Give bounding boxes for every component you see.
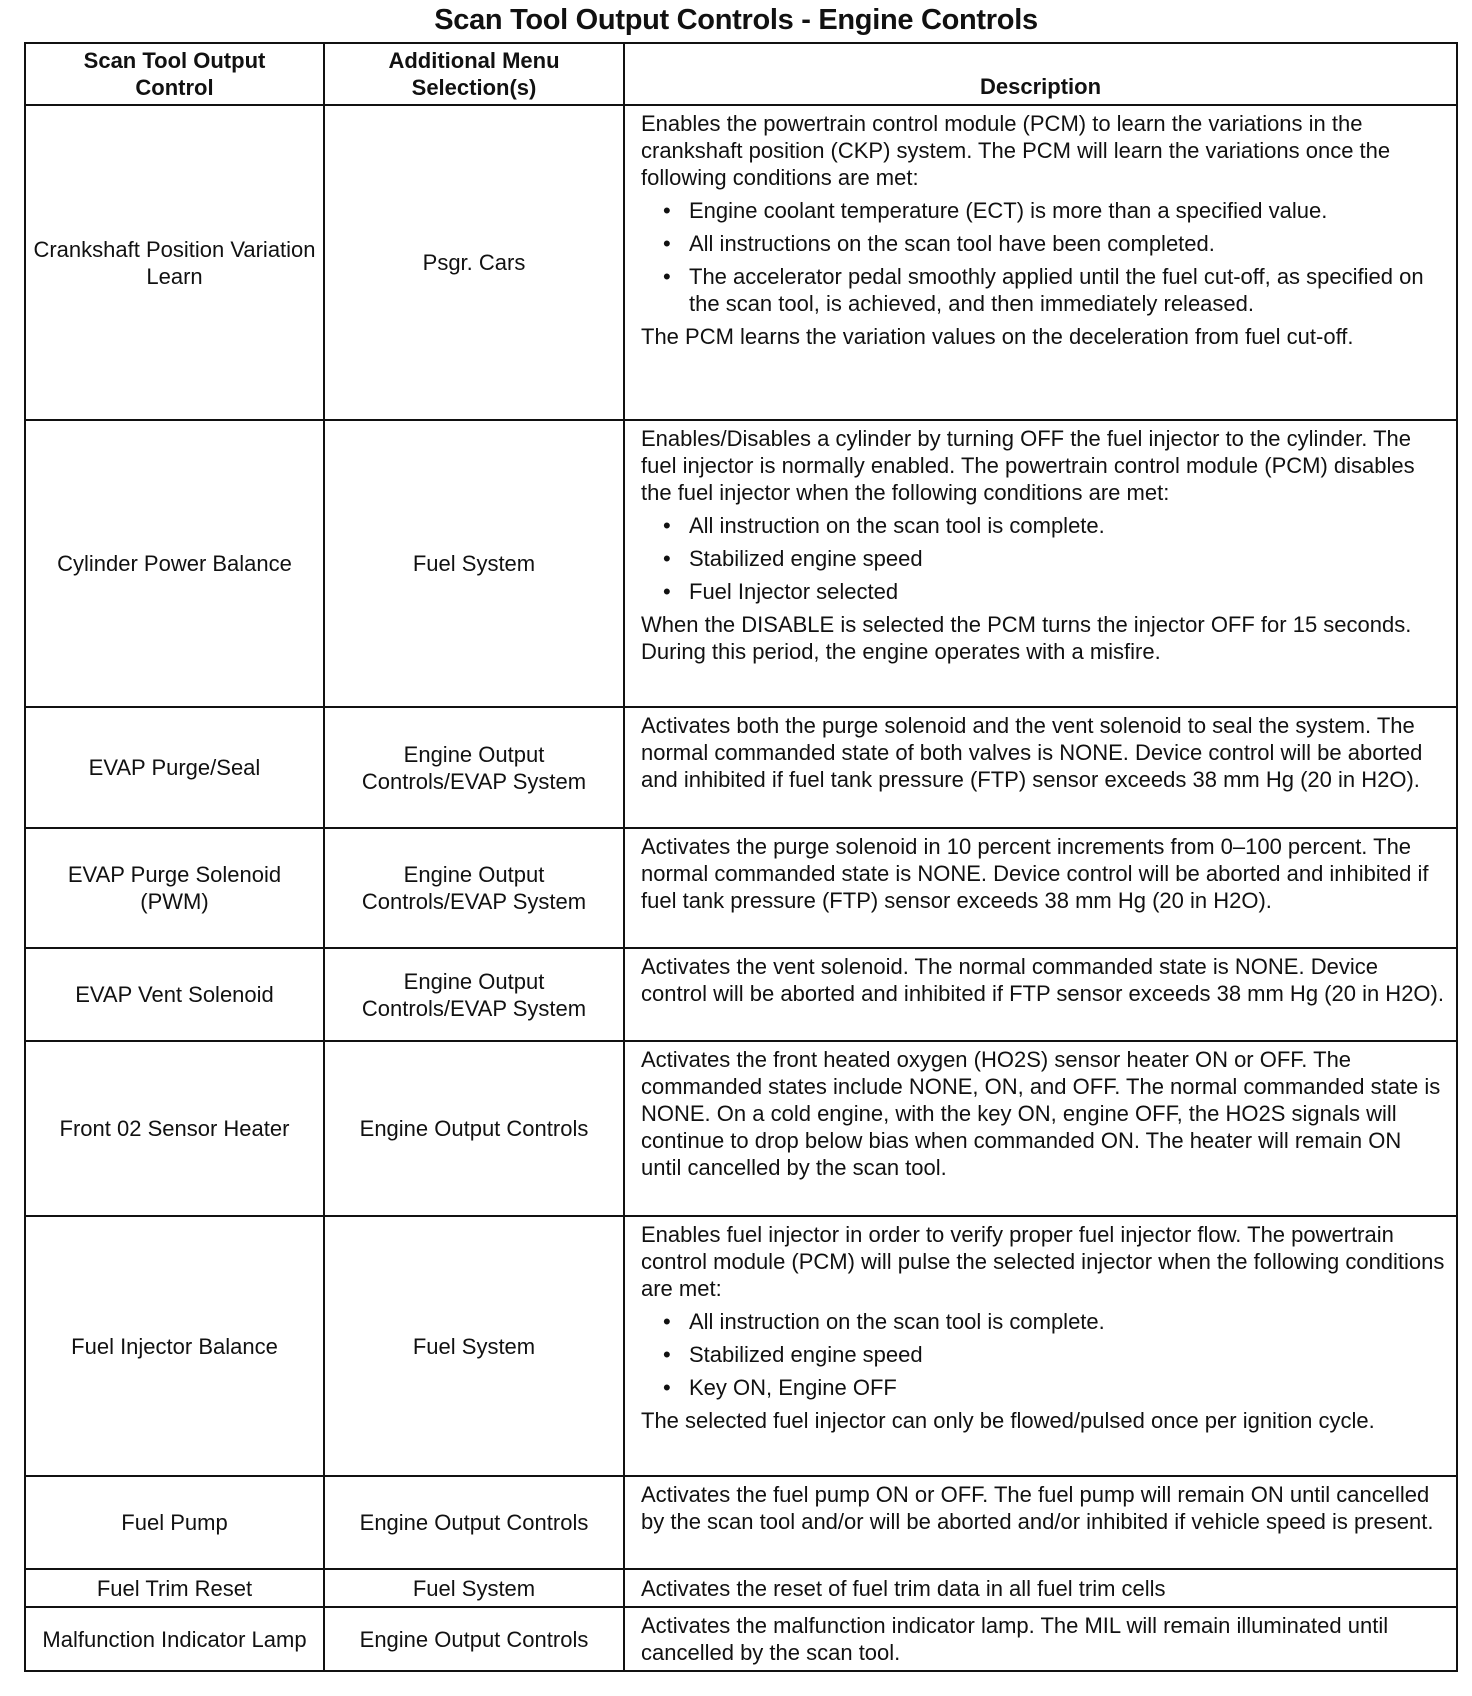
- output-control-cell: EVAP Purge/Seal: [25, 707, 324, 828]
- condition-list: [641, 1308, 1446, 1401]
- output-control-cell: EVAP Purge Solenoid (PWM): [25, 828, 324, 948]
- header-description: Description: [624, 43, 1457, 105]
- table-row: [25, 707, 1457, 828]
- description-text: Activates the malfunction indicator lamp. The MIL will remain illuminated until cancelled by the scan tool.: [641, 1613, 1389, 1665]
- description-cell: [624, 948, 1457, 1041]
- output-control-cell: Fuel Injector Balance: [25, 1216, 324, 1476]
- table-row: [25, 1216, 1457, 1476]
- table-row: [25, 948, 1457, 1041]
- description-cell: [624, 1476, 1457, 1569]
- output-control-cell: Fuel Trim Reset: [25, 1569, 324, 1607]
- menu-selection-cell: Psgr. Cars: [324, 105, 624, 420]
- document-title: Scan Tool Output Controls - Engine Controls: [434, 4, 1038, 36]
- condition-list: [641, 197, 1446, 317]
- table-row: [25, 1569, 1457, 1607]
- description-text: Activates the purge solenoid in 10 percent increments from 0–100 percent. The normal commanded state is NONE. Device control will be aborted and inhibited if fuel tank pressure (FTP) sensor exceeds 38 mm Hg (20 in H2O).: [641, 834, 1429, 913]
- condition-list: [641, 512, 1446, 605]
- description-cell: [624, 828, 1457, 948]
- description-cell: [624, 1041, 1457, 1216]
- description-text: Enables the powertrain control module (PCM) to learn the variations in the crankshaft position (CKP) system. The PCM will learn the variations once the following conditions are met:: [641, 111, 1391, 190]
- menu-selection-cell: Fuel System: [324, 420, 624, 707]
- condition-item: • Stabilized engine speed: [663, 1341, 1446, 1368]
- description-cell: [624, 105, 1457, 420]
- description-text: Enables/Disables a cylinder by turning OFF the fuel injector to the cylinder. The fuel injector is normally enabled. The powertrain control module (PCM) disables the fuel injector when the following conditions are met:: [641, 426, 1415, 505]
- output-control-cell: Cylinder Power Balance: [25, 420, 324, 707]
- description-text: Activates the reset of fuel trim data in all fuel trim cells: [641, 1575, 1166, 1601]
- output-control-cell: EVAP Vent Solenoid: [25, 948, 324, 1041]
- menu-selection-cell: Engine Output Controls/EVAP System: [324, 948, 624, 1041]
- description-cell: [624, 707, 1457, 828]
- description-cell: [624, 1216, 1457, 1476]
- output-control-cell: Fuel Pump: [25, 1476, 324, 1569]
- menu-selection-cell: Engine Output Controls: [324, 1607, 624, 1671]
- header-output-control: Scan Tool Output Control: [25, 43, 324, 105]
- menu-selection-cell: Engine Output Controls: [324, 1476, 624, 1569]
- condition-item: • Stabilized engine speed: [663, 545, 1446, 572]
- header-row: [25, 43, 1457, 105]
- condition-item: • Key ON, Engine OFF: [663, 1374, 1446, 1401]
- menu-selection-cell: Engine Output Controls: [324, 1041, 624, 1216]
- condition-item: • Fuel Injector selected: [663, 578, 1446, 605]
- table-row: [25, 1476, 1457, 1569]
- output-control-cell: Crankshaft Position Variation Learn: [25, 105, 324, 420]
- menu-selection-cell: Engine Output Controls/EVAP System: [324, 707, 624, 828]
- output-control-cell: Front 02 Sensor Heater: [25, 1041, 324, 1216]
- table-row: [25, 1607, 1457, 1671]
- description-text: Activates the vent solenoid. The normal commanded state is NONE. Device control will be aborted and inhibited if FTP sensor exceeds 38 mm Hg (20 in H2O).: [641, 954, 1444, 1006]
- description-note: When the DISABLE is selected the PCM turns the injector OFF for 15 seconds. During this period, the engine operates with a misfire.: [641, 612, 1412, 664]
- description-text: Activates the front heated oxygen (HO2S) sensor heater ON or OFF. The commanded states include NONE, ON, and OFF. The normal commanded state is NONE. On a cold engine, with the key ON, engine OFF, the HO2S signals will continue to drop below bias when commanded ON. The heater will remain ON until cancelled by the scan tool.: [641, 1047, 1441, 1180]
- condition-item: • All instruction on the scan tool is complete.: [663, 1308, 1446, 1335]
- description-note: The PCM learns the variation values on the deceleration from fuel cut-off.: [641, 324, 1354, 349]
- header-menu-selection: Additional Menu Selection(s): [324, 43, 624, 105]
- description-text: Enables fuel injector in order to verify proper fuel injector flow. The powertrain control module (PCM) will pulse the selected injector when the following conditions are met:: [641, 1222, 1445, 1301]
- table-row: [25, 1041, 1457, 1216]
- table-row: [25, 828, 1457, 948]
- output-control-cell: Malfunction Indicator Lamp: [25, 1607, 324, 1671]
- menu-selection-cell: Fuel System: [324, 1216, 624, 1476]
- description-text: Activates both the purge solenoid and the vent solenoid to seal the system. The normal commanded state of both valves is NONE. Device control will be aborted and inhibited if fuel tank pressure (FTP) sensor exceeds 38 mm Hg (20 in H2O).: [641, 713, 1423, 792]
- condition-item: • All instruction on the scan tool is complete.: [663, 512, 1446, 539]
- menu-selection-cell: Engine Output Controls/EVAP System: [324, 828, 624, 948]
- description-cell: [624, 1607, 1457, 1671]
- description-cell: [624, 420, 1457, 707]
- table-row: [25, 105, 1457, 420]
- description-text: Activates the fuel pump ON or OFF. The fuel pump will remain ON until cancelled by the scan tool and/or will be aborted and/or inhibited if vehicle speed is present.: [641, 1482, 1434, 1534]
- menu-selection-cell: Fuel System: [324, 1569, 624, 1607]
- condition-item: • Engine coolant temperature (ECT) is more than a specified value.: [663, 197, 1446, 224]
- output-controls-table: [24, 42, 1458, 1672]
- condition-item: • All instructions on the scan tool have been completed.: [663, 230, 1446, 257]
- description-cell: [624, 1569, 1457, 1607]
- description-note: The selected fuel injector can only be flowed/pulsed once per ignition cycle.: [641, 1408, 1375, 1433]
- condition-item: • The accelerator pedal smoothly applied until the fuel cut-off, as specified on the scan tool, is achieved, and then immediately released.: [663, 263, 1446, 317]
- table-row: [25, 420, 1457, 707]
